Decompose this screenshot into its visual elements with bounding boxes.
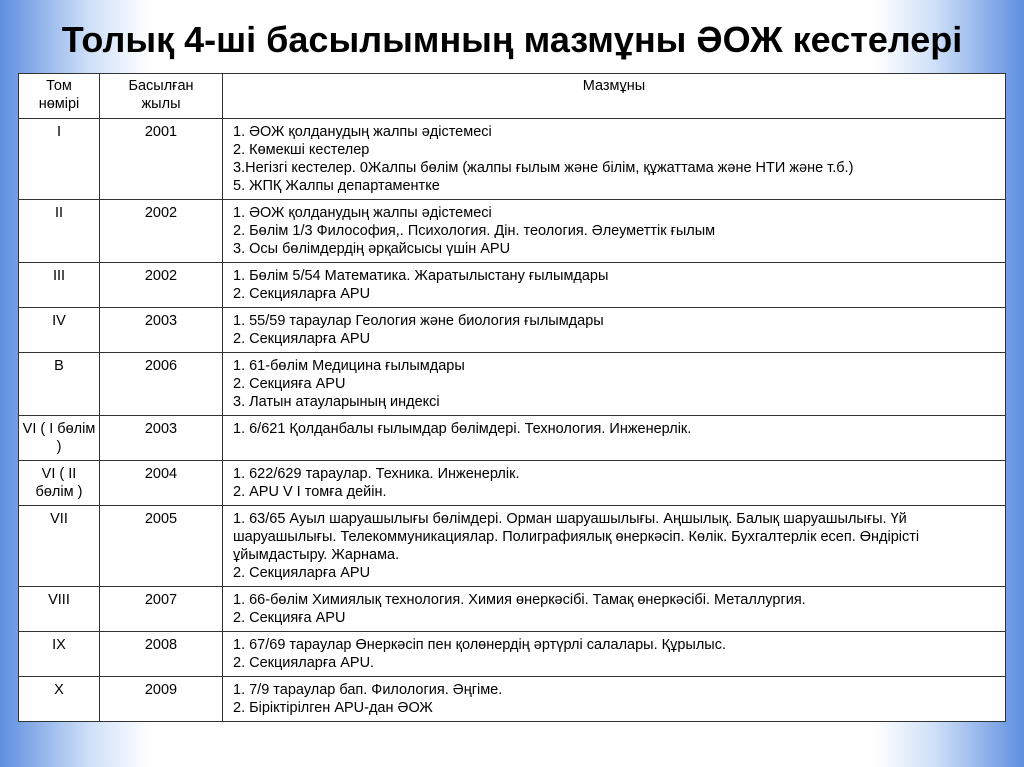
- cell-contents: [223, 461, 1006, 506]
- cell-volume-number: IV: [19, 308, 100, 353]
- cell-contents: [223, 677, 1006, 722]
- content-line: 1. 63/65 Ауыл шаруашылығы бөлімдері. Орман шаруашылығы. Аңшылық. Балық шаруашылығы. Үй шаруашылығы. Телекоммуникациялар. Полиграфиялық өнеркәсіп. Көлік. Бухгалтерлік есеп. Өндірісті ұйымдастыру. Жарнама.: [233, 511, 920, 563]
- content-line: 1. 7/9 тараулар бап. Филология. Әңгіме.: [233, 682, 503, 698]
- table-row: [19, 677, 1006, 722]
- header-year-line-2: жылы: [141, 96, 181, 112]
- header-volume-line-1: Том: [46, 78, 72, 94]
- cell-publication-year: 2002: [100, 200, 223, 263]
- content-line: 5. ЖПҚ Жалпы департаментке: [233, 178, 440, 194]
- cell-publication-year: 2001: [100, 119, 223, 200]
- table-row: [19, 353, 1006, 416]
- cell-volume-number: II: [19, 200, 100, 263]
- table-row: [19, 632, 1006, 677]
- cell-contents: [223, 506, 1006, 587]
- cell-contents: [223, 416, 1006, 461]
- slide-title: Толық 4-ші басылымның мазмұны ӘОЖ кестелері: [61, 19, 963, 60]
- cell-volume-number: X: [19, 677, 100, 722]
- header-year-line-1: Басылған: [128, 78, 194, 94]
- cell-publication-year: 2004: [100, 461, 223, 506]
- table-row: [19, 461, 1006, 506]
- udc-volumes-table: [18, 73, 1006, 722]
- content-line: 2. Секцияларға АРU: [233, 286, 371, 302]
- cell-publication-year: 2007: [100, 587, 223, 632]
- content-line: 1. 66-бөлім Химиялық технология. Химия өнеркәсібі. Тамақ өнеркәсібі. Металлургия.: [233, 592, 806, 608]
- content-line: 2. Секцияларға АРU: [233, 331, 371, 347]
- cell-publication-year: 2005: [100, 506, 223, 587]
- cell-volume-number: VI ( II бөлім ): [19, 461, 100, 506]
- table-body: [19, 119, 1006, 722]
- content-line: 2. Біріктірілген АРU-дан ӘОЖ: [233, 700, 433, 716]
- table-header-row: [19, 74, 1006, 119]
- cell-contents: [223, 353, 1006, 416]
- table-row: [19, 200, 1006, 263]
- content-line: 1. 67/69 тараулар Өнеркәсіп пен қолөнердің әртүрлі салалары. Құрылыс.: [233, 637, 726, 653]
- content-line: 1. Бөлім 5/54 Математика. Жаратылыстану ғылымдары: [233, 268, 609, 284]
- table-row: [19, 263, 1006, 308]
- content-line: 2. Секцияға АРU: [233, 376, 346, 392]
- content-line: 1. 6/621 Қолданбалы ғылымдар бөлімдері. Технология. Инженерлік.: [233, 421, 692, 437]
- content-line: 1. 622/629 тараулар. Техника. Инженерлік.: [233, 466, 520, 482]
- table-row: [19, 506, 1006, 587]
- cell-contents: [223, 632, 1006, 677]
- cell-volume-number: В: [19, 353, 100, 416]
- cell-volume-number: III: [19, 263, 100, 308]
- content-line: 1. ӘОЖ қолданудың жалпы әдістемесі: [233, 124, 492, 140]
- cell-volume-number: I: [19, 119, 100, 200]
- table-row: [19, 587, 1006, 632]
- header-volume-line-2: нөмірі: [38, 96, 80, 112]
- content-line: 3. Осы бөлімдердің әрқайсысы үшін АРU: [233, 241, 511, 257]
- content-line: 2. Көмекші кестелер: [233, 142, 370, 158]
- cell-contents: [223, 200, 1006, 263]
- cell-publication-year: 2006: [100, 353, 223, 416]
- content-line: 2. Секцияларға АРU.: [233, 655, 375, 671]
- cell-publication-year: 2009: [100, 677, 223, 722]
- content-line: 2. Секцияға АРU: [233, 610, 346, 626]
- content-line: 2. АРU V I томға дейін.: [233, 484, 387, 500]
- table-row: [19, 308, 1006, 353]
- cell-contents: [223, 119, 1006, 200]
- header-volume-number: [19, 74, 100, 119]
- cell-contents: [223, 308, 1006, 353]
- content-line: 2. Бөлім 1/3 Философия,. Психология. Дін. теология. Әлеуметтік ғылым: [233, 223, 716, 239]
- cell-volume-number: VII: [19, 506, 100, 587]
- table-row: [19, 119, 1006, 200]
- content-line: 1. 61-бөлім Медицина ғылымдары: [233, 358, 465, 374]
- cell-publication-year: 2003: [100, 416, 223, 461]
- cell-publication-year: 2008: [100, 632, 223, 677]
- cell-publication-year: 2002: [100, 263, 223, 308]
- content-line: 1. 55/59 тараулар Геология және биология ғылымдары: [233, 313, 604, 329]
- cell-volume-number: IX: [19, 632, 100, 677]
- header-publication-year: [100, 74, 223, 119]
- content-line: 3.Негізгі кестелер. 0Жалпы бөлім (жалпы ғылым және білім, құжаттама және НТИ және т.б.): [233, 160, 854, 176]
- cell-publication-year: 2003: [100, 308, 223, 353]
- content-line: 3. Латын атауларының индексі: [233, 394, 440, 410]
- header-contents: Мазмұны: [223, 74, 1006, 119]
- cell-contents: [223, 587, 1006, 632]
- content-line: 2. Секцияларға АРU: [233, 565, 371, 581]
- cell-volume-number: VIII: [19, 587, 100, 632]
- cell-volume-number: VI ( I бөлім ): [19, 416, 100, 461]
- table-row: [19, 416, 1006, 461]
- content-line: 1. ӘОЖ қолданудың жалпы әдістемесі: [233, 205, 492, 221]
- cell-contents: [223, 263, 1006, 308]
